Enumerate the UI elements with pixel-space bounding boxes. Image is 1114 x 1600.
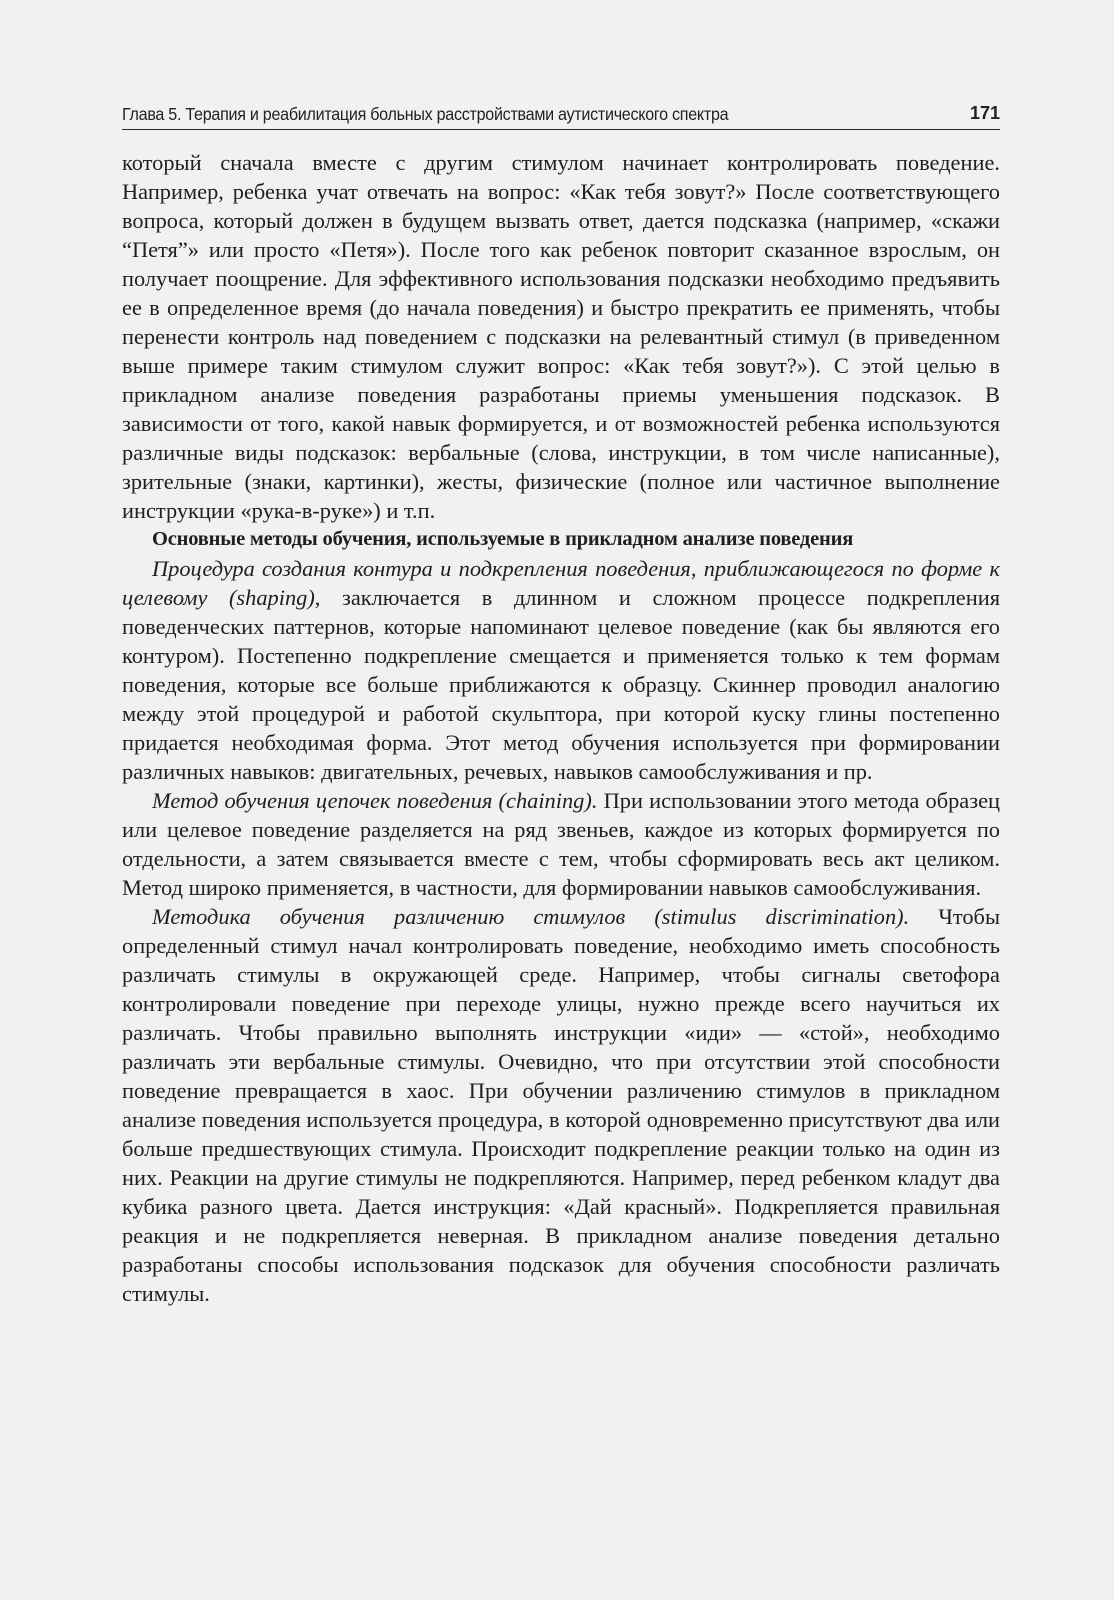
chapter-title: Глава 5. Терапия и реабилитация больных расстройствами аутистического спектра bbox=[122, 104, 729, 124]
running-header bbox=[122, 103, 1000, 130]
term-chaining: Метод обучения цепочек поведения (chaining). bbox=[152, 788, 598, 813]
body-text bbox=[122, 148, 1000, 1308]
paragraph-prompts: который сначала вместе с другим стимулом начинает контролировать поведение. Например, ребенка учат отвечать на вопрос: «Как тебя зовут?» После соответствующего вопроса, который должен в будущем вызвать ответ, дается подсказка (например, «скажи “Петя”» или просто «Петя»). После того как ребенок повторит сказанное взрослым, он получает поощрение. Для эффективного использования подсказки необходимо предъявить ее в определенное время (до начала поведения) и быстро прекратить ее применять, чтобы перенести контроль над поведением с подсказки на релевантный стимул (в приведенном выше примере таким стимулом служит вопрос: «Как тебя зовут?»). С этой целью в прикладном анализе поведения разработаны приемы уменьшения подсказок. В зависимости от того, какой навык формируется, и от возможностей ребенка используются различные виды подсказок: вербальные (слова, инструкции, в том числе написанные), зрительные (знаки, картинки), жесты, физические (полное или частичное выполнение инструкции «рука-в-руке») и т.п. bbox=[122, 150, 1000, 523]
page-number: 171 bbox=[969, 103, 1000, 123]
term-shaping: Процедура создания контура и подкрепления поведения, приближающегося по форме к целевому (shaping) bbox=[122, 556, 1000, 610]
paragraph-shaping-text: , заключается в длинном и сложном процессе подкрепления поведенческих паттернов, которые напоминают целевое поведение (как бы являются его контуром). Постепенно подкрепление смещается и применяется только к тем формам поведения, которые все больше приближаются к образцу. Скиннер проводил аналогию между этой процедурой и работой скульптора, при которой куску глины постепенно придается необходимая форма. Этот метод обучения используется при формировании различных навыков: двигательных, речевых, навыков самообслуживания и пр. bbox=[122, 585, 1000, 784]
paragraph-chaining-text: При использовании этого метода образец или целевое поведение разделяется на ряд звеньев, каждое из которых формируется по отдельности, а затем связывается вместе с тем, чтобы сформировать весь акт целиком. Метод широко применяется, в частности, для формировании навыков самообслуживания. bbox=[122, 788, 1000, 900]
paragraph-discrimination-text: Чтобы определенный стимул начал контролировать поведение, необходимо иметь способность различать стимулы в окружающей среде. Например, чтобы сигналы светофора контролировали поведение при переходе улицы, нужно прежде всего научиться их различать. Чтобы правильно выполнять инструкции «иди» — «стой», необходимо различать эти вербальные стимулы. Очевидно, что при отсутствии этой способности поведение превращается в хаос. При обучении различению стимулов в прикладном анализе поведения используется процедура, в которой одновременно присутствуют два или больше предшествующих стимула. Происходит подкрепление реакции только на один из них. Реакции на другие стимулы не подкрепляются. Например, перед ребенком кладут два кубика разного цвета. Дается инструкция: «Дай красный». Подкрепляется правильная реакция и не подкрепляется неверная. В прикладном анализе поведения детально разработаны способы использования подсказок для обучения способности различать стимулы. bbox=[122, 904, 1000, 1306]
paragraph-shaping bbox=[122, 554, 1000, 786]
term-discrimination: Методика обучения различению стимулов (stimulus discrimination). bbox=[152, 904, 910, 929]
paragraph-chaining bbox=[122, 786, 1000, 902]
section-heading: Основные методы обучения, используемые в прикладном анализе поведения bbox=[152, 528, 854, 550]
paragraph-discrimination bbox=[122, 902, 1000, 1308]
